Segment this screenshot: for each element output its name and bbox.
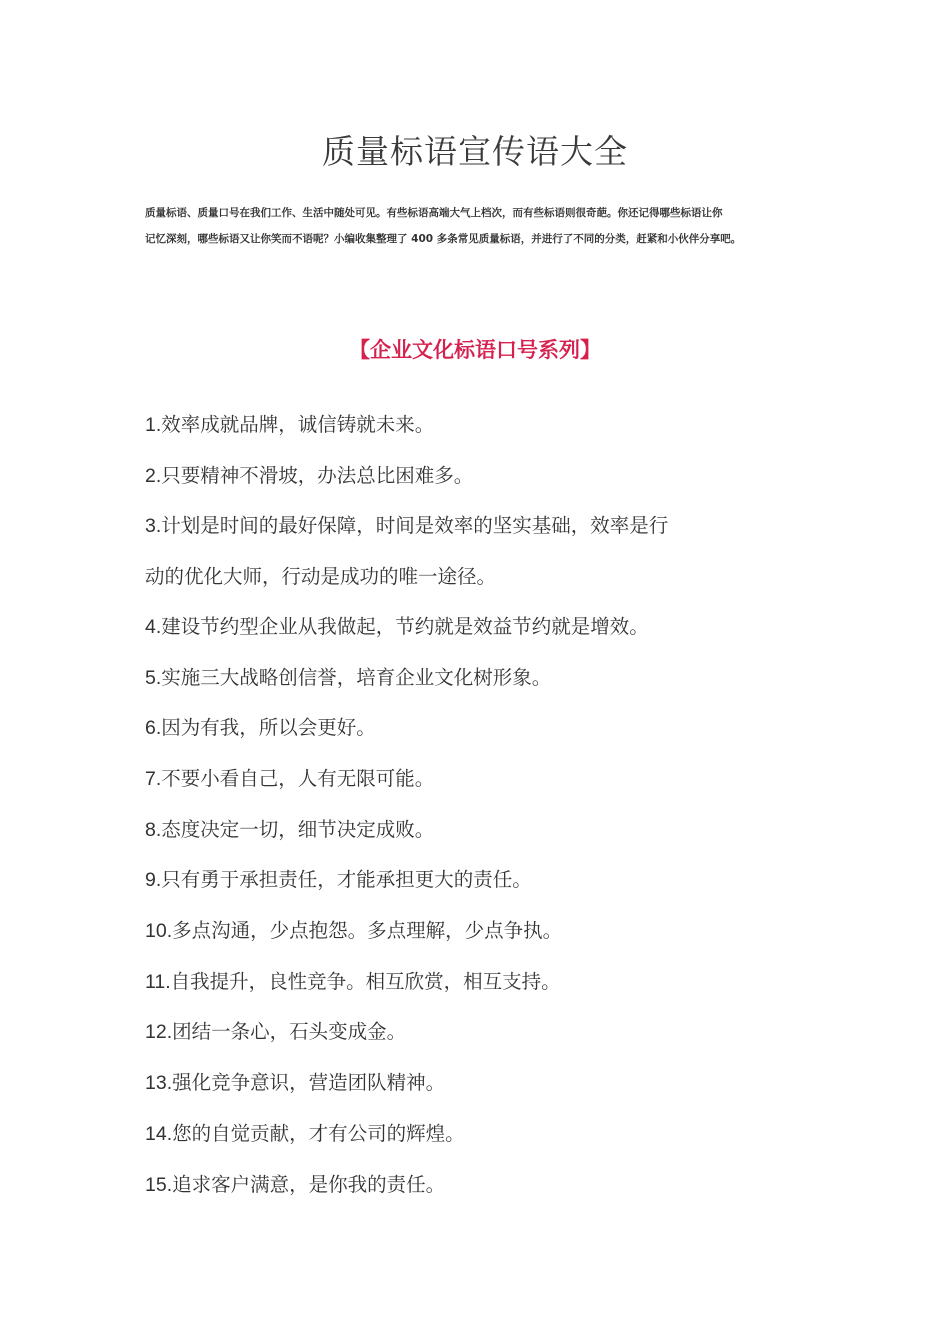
slogan-text: 您的自觉贡献，才有公司的辉煌。 (172, 1121, 465, 1145)
slogan-line (145, 1007, 825, 1058)
slogan-line (145, 1109, 825, 1160)
slogan-text: 团结一条心，石头变成金。 (172, 1020, 407, 1044)
slogan-text: 建设节约型企业从我做起，节约就是效益节约就是增效。 (161, 614, 649, 638)
list-item (145, 1109, 825, 1160)
list-item (145, 653, 825, 704)
intro-line: 质量标语、质量口号在我们工作、生活中随处可见。有些标语高端大气上档次，而有些标语则很奇葩。你还记得哪些标语让你 (145, 207, 723, 219)
item-number: 5. (145, 666, 162, 689)
list-item (145, 754, 825, 805)
slogan-text: 因为有我，所以会更好。 (161, 716, 376, 740)
item-number: 8. (145, 818, 162, 841)
item-number: 11. (145, 970, 171, 993)
slogan-line (145, 1058, 825, 1109)
slogan-list (145, 400, 825, 1210)
slogan-line (145, 602, 825, 653)
section-heading: 【企业文化标语口号系列】 (349, 338, 601, 362)
slogan-text: 自我提升，良性竞争。相互欣赏，相互支持。 (170, 969, 561, 993)
slogan-line (145, 653, 825, 704)
slogan-line (145, 400, 825, 451)
list-item (145, 957, 825, 1008)
item-number: 6. (145, 717, 162, 740)
page-title: 质量标语宣传语大全 (322, 132, 628, 171)
slogan-text: 实施三大战略创信誉，培育企业文化树形象。 (161, 665, 552, 689)
slogan-text: 计划是时间的最好保障，时间是效率的坚实基础，效率是行 (161, 514, 669, 538)
item-number: 7. (145, 767, 162, 790)
slogan-line (145, 451, 825, 502)
item-number: 4. (145, 615, 162, 638)
intro-line: 记忆深刻，哪些标语又让你笑而不语呢？小编收集整理了 400 多条常见质量标语，并进行了不同的分类，赶紧和小伙伴分享吧。 (145, 233, 742, 245)
slogan-text: 只要精神不滑坡，办法总比困难多。 (161, 463, 474, 487)
list-item (145, 855, 825, 906)
slogan-line (145, 805, 825, 856)
item-number: 9. (145, 869, 162, 892)
list-item (145, 451, 825, 502)
list-item (145, 703, 825, 754)
item-number: 3. (145, 515, 162, 538)
item-number: 10. (145, 920, 173, 943)
slogan-line (145, 501, 825, 552)
list-item (145, 906, 825, 957)
slogan-text: 只有勇于承担责任，才能承担更大的责任。 (161, 868, 532, 892)
item-number: 15. (145, 1173, 173, 1196)
list-item (145, 1007, 825, 1058)
list-item (145, 805, 825, 856)
list-item (145, 1160, 825, 1211)
slogan-line (145, 906, 825, 957)
slogan-line (145, 703, 825, 754)
slogan-text: 强化竞争意识，营造团队精神。 (172, 1071, 446, 1095)
intro-paragraph (145, 200, 813, 252)
slogan-text: 追求客户满意，是你我的责任。 (172, 1172, 446, 1196)
slogan-text: 效率成就品牌，诚信铸就未来。 (161, 413, 435, 436)
list-item (145, 1058, 825, 1109)
item-number: 12. (145, 1021, 173, 1044)
list-item (145, 501, 825, 601)
item-number: 14. (145, 1122, 173, 1145)
slogan-line (145, 1160, 825, 1211)
slogan-line-continued: 动的优化大师，行动是成功的唯一途径。 (145, 565, 497, 589)
slogan-text: 态度决定一切，细节决定成败。 (161, 817, 435, 841)
list-item (145, 602, 825, 653)
list-item (145, 400, 825, 451)
slogan-text: 多点沟通，少点抱怨。多点理解，少点争执。 (172, 919, 563, 943)
item-number: 13. (145, 1072, 173, 1095)
item-number: 2. (145, 464, 162, 487)
item-number: 1. (145, 414, 162, 436)
slogan-text: 不要小看自己，人有无限可能。 (161, 766, 435, 790)
slogan-line (145, 754, 825, 805)
slogan-line (145, 957, 825, 1008)
slogan-line (145, 855, 825, 906)
